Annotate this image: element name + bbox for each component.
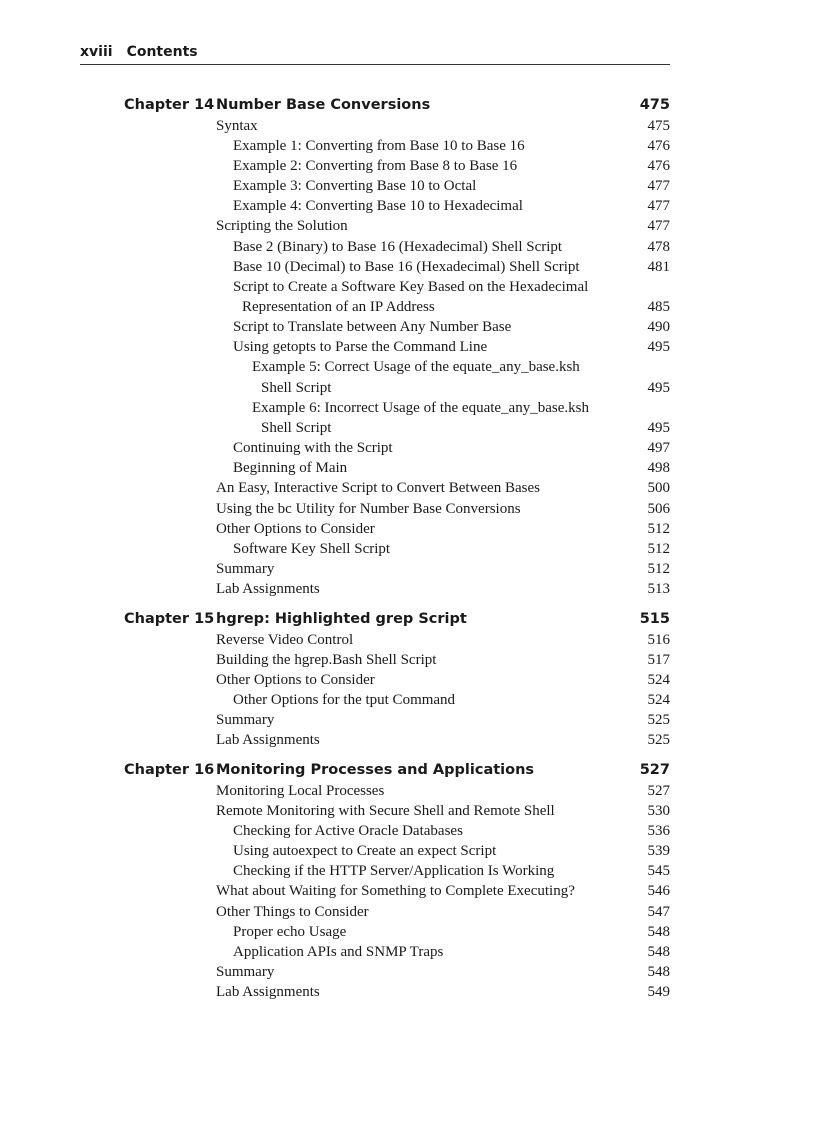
toc-entry: Monitoring Local Processes (216, 782, 385, 799)
toc-entry: Remote Monitoring with Secure Shell and Remote Shell (216, 802, 555, 819)
toc-entry: Checking if the HTTP Server/Application Is Working (233, 863, 555, 880)
toc-entry-page-number: 517 (647, 651, 670, 668)
toc-entry-page-number: 513 (647, 581, 670, 598)
chapter-title: hgrep: Highlighted grep Script (216, 611, 467, 627)
toc-entry: What about Waiting for Something to Complete Executing? (216, 883, 575, 900)
chapter-label: Chapter 16 (124, 762, 215, 778)
toc-entry: Lab Assignments (216, 732, 320, 749)
toc-entry: Other Options to Consider (216, 520, 375, 537)
toc-entry: Building the hgrep.Bash Shell Script (216, 651, 437, 668)
toc-entry-page-number: 548 (647, 964, 670, 980)
toc-entry-page-number: 512 (647, 560, 670, 577)
chapter-page-number: 515 (639, 611, 670, 627)
toc-entry-page-number: 548 (647, 923, 670, 940)
toc-entry-page-number: 476 (647, 157, 670, 174)
toc-entry-page-number: 524 (647, 671, 670, 688)
toc-entry: Beginning of Main (233, 460, 348, 477)
toc-entry-continuation: Shell Script (261, 379, 332, 396)
toc-entry: Lab Assignments (216, 984, 320, 1001)
toc-entry: Example 2: Converting from Base 8 to Base 16 (233, 157, 518, 174)
toc-entry-page-number: 547 (647, 903, 670, 920)
toc-entry: Other Things to Consider (216, 903, 369, 920)
toc-entry-page-number: 478 (647, 238, 670, 255)
toc-entry: Reverse Video Control (216, 631, 354, 648)
toc-entry-page-number: 485 (647, 299, 670, 315)
chapter-label: Chapter 15 (124, 611, 215, 627)
header-page-number: xviii (80, 44, 113, 60)
toc-entry-page-number: 524 (647, 692, 670, 709)
toc-entry: Syntax (216, 117, 258, 134)
toc-entry: Base 10 (Decimal) to Base 16 (Hexadecimal) Shell Script (233, 258, 580, 275)
toc-entry: Application APIs and SNMP Traps (233, 943, 444, 960)
toc-entry-page-number: 490 (647, 319, 670, 336)
header-rule (80, 64, 670, 65)
toc-entry: Other Options for the tput Command (233, 692, 456, 709)
toc-entry-page-number: 545 (647, 863, 670, 880)
toc-entry: Lab Assignments (216, 581, 320, 598)
toc-entry-page-number: 497 (647, 440, 670, 457)
toc-entry: Continuing with the Script (233, 440, 393, 457)
toc-entry: Checking for Active Oracle Databases (233, 822, 463, 839)
chapter-label: Chapter 14 (124, 97, 215, 113)
toc-entry-page-number: 495 (647, 419, 670, 436)
toc-entry: Proper echo Usage (233, 923, 347, 940)
toc-entry-page-number: 498 (647, 460, 670, 477)
toc-entry: Software Key Shell Script (233, 540, 391, 557)
toc-entry-page-number: 500 (647, 480, 670, 497)
toc-entry-page-number: 477 (647, 198, 670, 215)
toc-entry: Example 6: Incorrect Usage of the equate_any_base.ksh (252, 399, 589, 416)
toc-entry-page-number: 477 (647, 218, 670, 235)
toc-entry: Base 2 (Binary) to Base 16 (Hexadecimal) Shell Script (233, 238, 563, 255)
toc-entry-page-number: 525 (647, 732, 670, 749)
toc-entry: Summary (216, 964, 275, 980)
toc-entry-page-number: 530 (647, 802, 670, 819)
toc-entry-page-number: 527 (647, 782, 670, 799)
toc-entry-page-number: 495 (647, 379, 670, 396)
toc-entry: Example 5: Correct Usage of the equate_any_base.ksh (252, 359, 580, 376)
toc-entry-continuation: Shell Script (261, 419, 332, 436)
chapter-title: Monitoring Processes and Applications (216, 762, 535, 778)
toc-entry-page-number: 539 (647, 843, 670, 860)
toc-entry: Example 3: Converting Base 10 to Octal (233, 178, 477, 195)
chapter-title: Number Base Conversions (216, 97, 431, 113)
toc-entry: Summary (216, 712, 275, 729)
toc-entry-page-number: 525 (647, 712, 670, 729)
running-header (80, 42, 670, 62)
toc-entry-page-number: 481 (647, 258, 670, 275)
toc-entry: Script to Create a Software Key Based on the Hexadecimal (233, 278, 589, 295)
toc-entry-page-number: 506 (647, 500, 670, 517)
header-title: Contents (126, 44, 198, 60)
toc-entry: Example 4: Converting Base 10 to Hexadecimal (233, 198, 523, 215)
chapter-page-number: 475 (639, 97, 670, 113)
toc-entry-page-number: 476 (647, 137, 670, 154)
toc-entry: Using the bc Utility for Number Base Conversions (216, 500, 521, 517)
toc-entry-page-number: 549 (647, 984, 670, 1001)
toc-entry-page-number: 516 (647, 631, 670, 648)
toc-entry-page-number: 512 (647, 520, 670, 537)
toc-entry-continuation: Representation of an IP Address (242, 299, 435, 315)
chapter-page-number: 527 (639, 762, 670, 778)
toc-entry: Using getopts to Parse the Command Line (233, 339, 488, 356)
toc-entry: Summary (216, 560, 275, 577)
toc-entry-page-number: 477 (647, 178, 670, 195)
toc-entry-page-number: 495 (647, 339, 670, 356)
toc-entry: Using autoexpect to Create an expect Script (233, 843, 497, 860)
toc-entry-page-number: 512 (647, 540, 670, 557)
toc-entry: An Easy, Interactive Script to Convert Between Bases (216, 480, 540, 497)
toc-entry-page-number: 546 (647, 883, 670, 900)
toc-entry-page-number: 548 (647, 943, 670, 960)
toc-entry: Other Options to Consider (216, 671, 375, 688)
toc-entry: Example 1: Converting from Base 10 to Base 16 (233, 137, 525, 154)
toc-entry: Scripting the Solution (216, 218, 348, 235)
toc-entry-page-number: 536 (647, 822, 670, 839)
toc-entry-page-number: 475 (647, 117, 670, 134)
toc-entry: Script to Translate between Any Number Base (233, 319, 512, 336)
